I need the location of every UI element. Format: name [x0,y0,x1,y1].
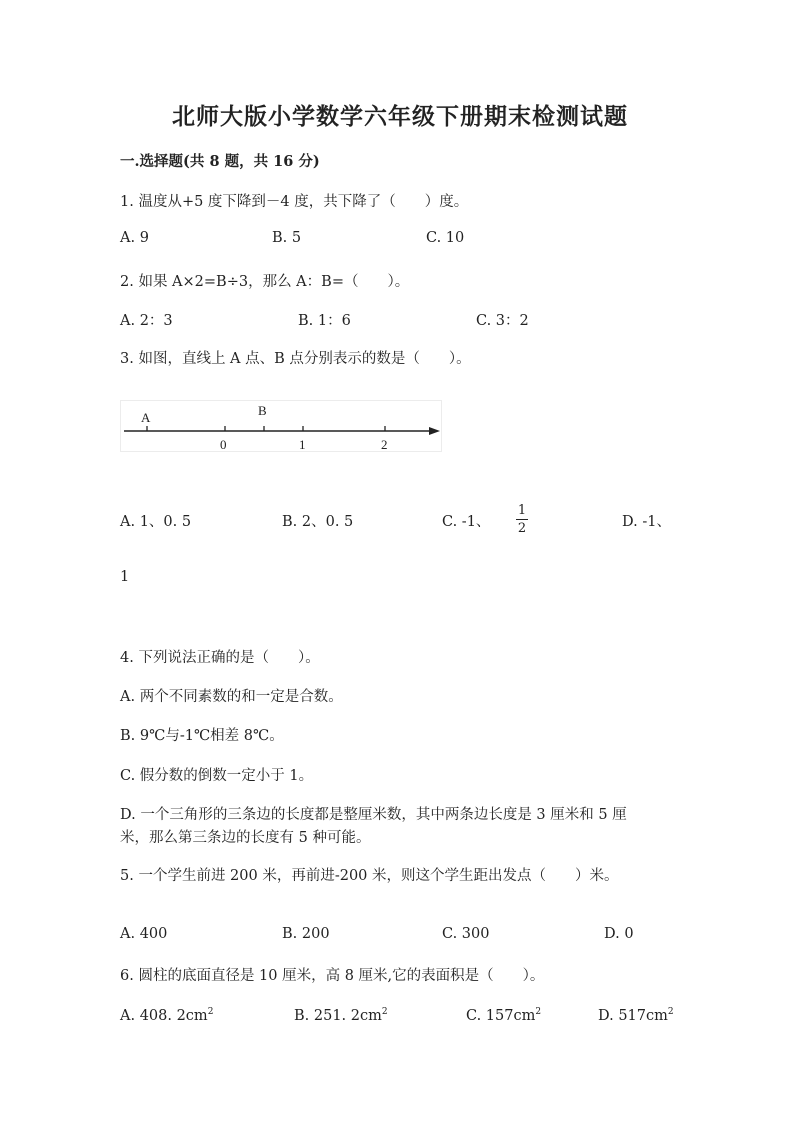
question-2-stem: 2. 如果 A×2=B÷3，那么 A：B=（ ）。 [120,274,410,290]
question-6-stem: 6. 圆柱的底面直径是 10 厘米，高 8 厘米,它的表面积是（ ）。 [120,968,545,984]
q4-option-a: A. 两个不同素数的和一定是合数。 [120,689,343,705]
q6-option-a [120,1007,213,1024]
q6-option-c-text: C. 157cm [466,1007,536,1024]
point-b-label: B [258,403,267,418]
q3-option-c: C. -1、 [442,514,491,530]
q6-option-d [598,1007,674,1024]
section-heading: 一.选择题(共 8 题，共 16 分) [120,153,320,170]
question-3-stem: 3. 如图，直线上 A 点、B 点分别表示的数是（ ）。 [120,351,471,367]
q6-option-d-exp: 2 [667,1007,674,1017]
q3-option-d-tail: 1 [120,569,130,585]
tick-label-2: 2 [381,437,388,452]
q6-option-a-text: A. 408. 2cm [120,1007,208,1024]
q4-option-c: C. 假分数的倒数一定小于 1。 [120,768,314,784]
q1-option-b: B. 5 [272,230,302,246]
q4-option-d: D. 一个三角形的三条边的长度都是整厘米数，其中两条边长度是 3 厘米和 5 厘 [120,807,627,823]
q4-option-d-cont: 米，那么第三条边的长度有 5 种可能。 [120,830,371,846]
q1-option-c: C. 10 [426,230,465,246]
q5-option-d: D. 0 [604,926,634,942]
question-5-stem: 5. 一个学生前进 200 米，再前进-200 米，则这个学生距出发点（ ）米。 [120,868,619,884]
q6-option-b [294,1007,388,1024]
q5-option-c: C. 300 [442,926,490,942]
fraction-numerator: 1 [517,503,527,518]
fraction-denominator: 2 [517,521,527,536]
q5-option-a: A. 400 [120,926,168,942]
q6-option-c-exp: 2 [535,1007,542,1017]
q6-option-b-exp: 2 [381,1007,388,1017]
q3-option-b: B. 2、0. 5 [282,514,354,530]
tick-label-1: 1 [299,437,306,452]
q3-option-d: D. -1、 [622,514,671,530]
fraction-bar [516,519,528,520]
q4-option-b: B. 9℃与-1℃相差 8℃。 [120,728,284,744]
q6-option-a-exp: 2 [207,1007,214,1017]
q1-option-a: A. 9 [120,230,149,246]
q6-option-c [466,1007,541,1024]
q5-option-b: B. 200 [282,926,330,942]
arrow-head-icon [429,427,440,435]
question-4-stem: 4. 下列说法正确的是（ ）。 [120,650,320,666]
number-line-figure [120,400,442,452]
q3-option-c-fraction [512,503,532,536]
q3-option-a: A. 1、0. 5 [120,514,192,530]
page-title: 北师大版小学数学六年级下册期末检测试题 [172,103,628,130]
question-1-stem: 1. 温度从+5 度下降到－4 度，共下降了（ ）度。 [120,194,469,210]
q6-option-b-text: B. 251. 2cm [294,1007,382,1024]
tick-label-0: 0 [220,437,227,452]
point-a-label: A [141,410,151,425]
q2-option-b: B. 1：6 [298,313,351,329]
q6-option-d-text: D. 517cm [598,1007,668,1024]
q2-option-c: C. 3：2 [476,313,529,329]
q2-option-a: A. 2：3 [120,313,173,329]
